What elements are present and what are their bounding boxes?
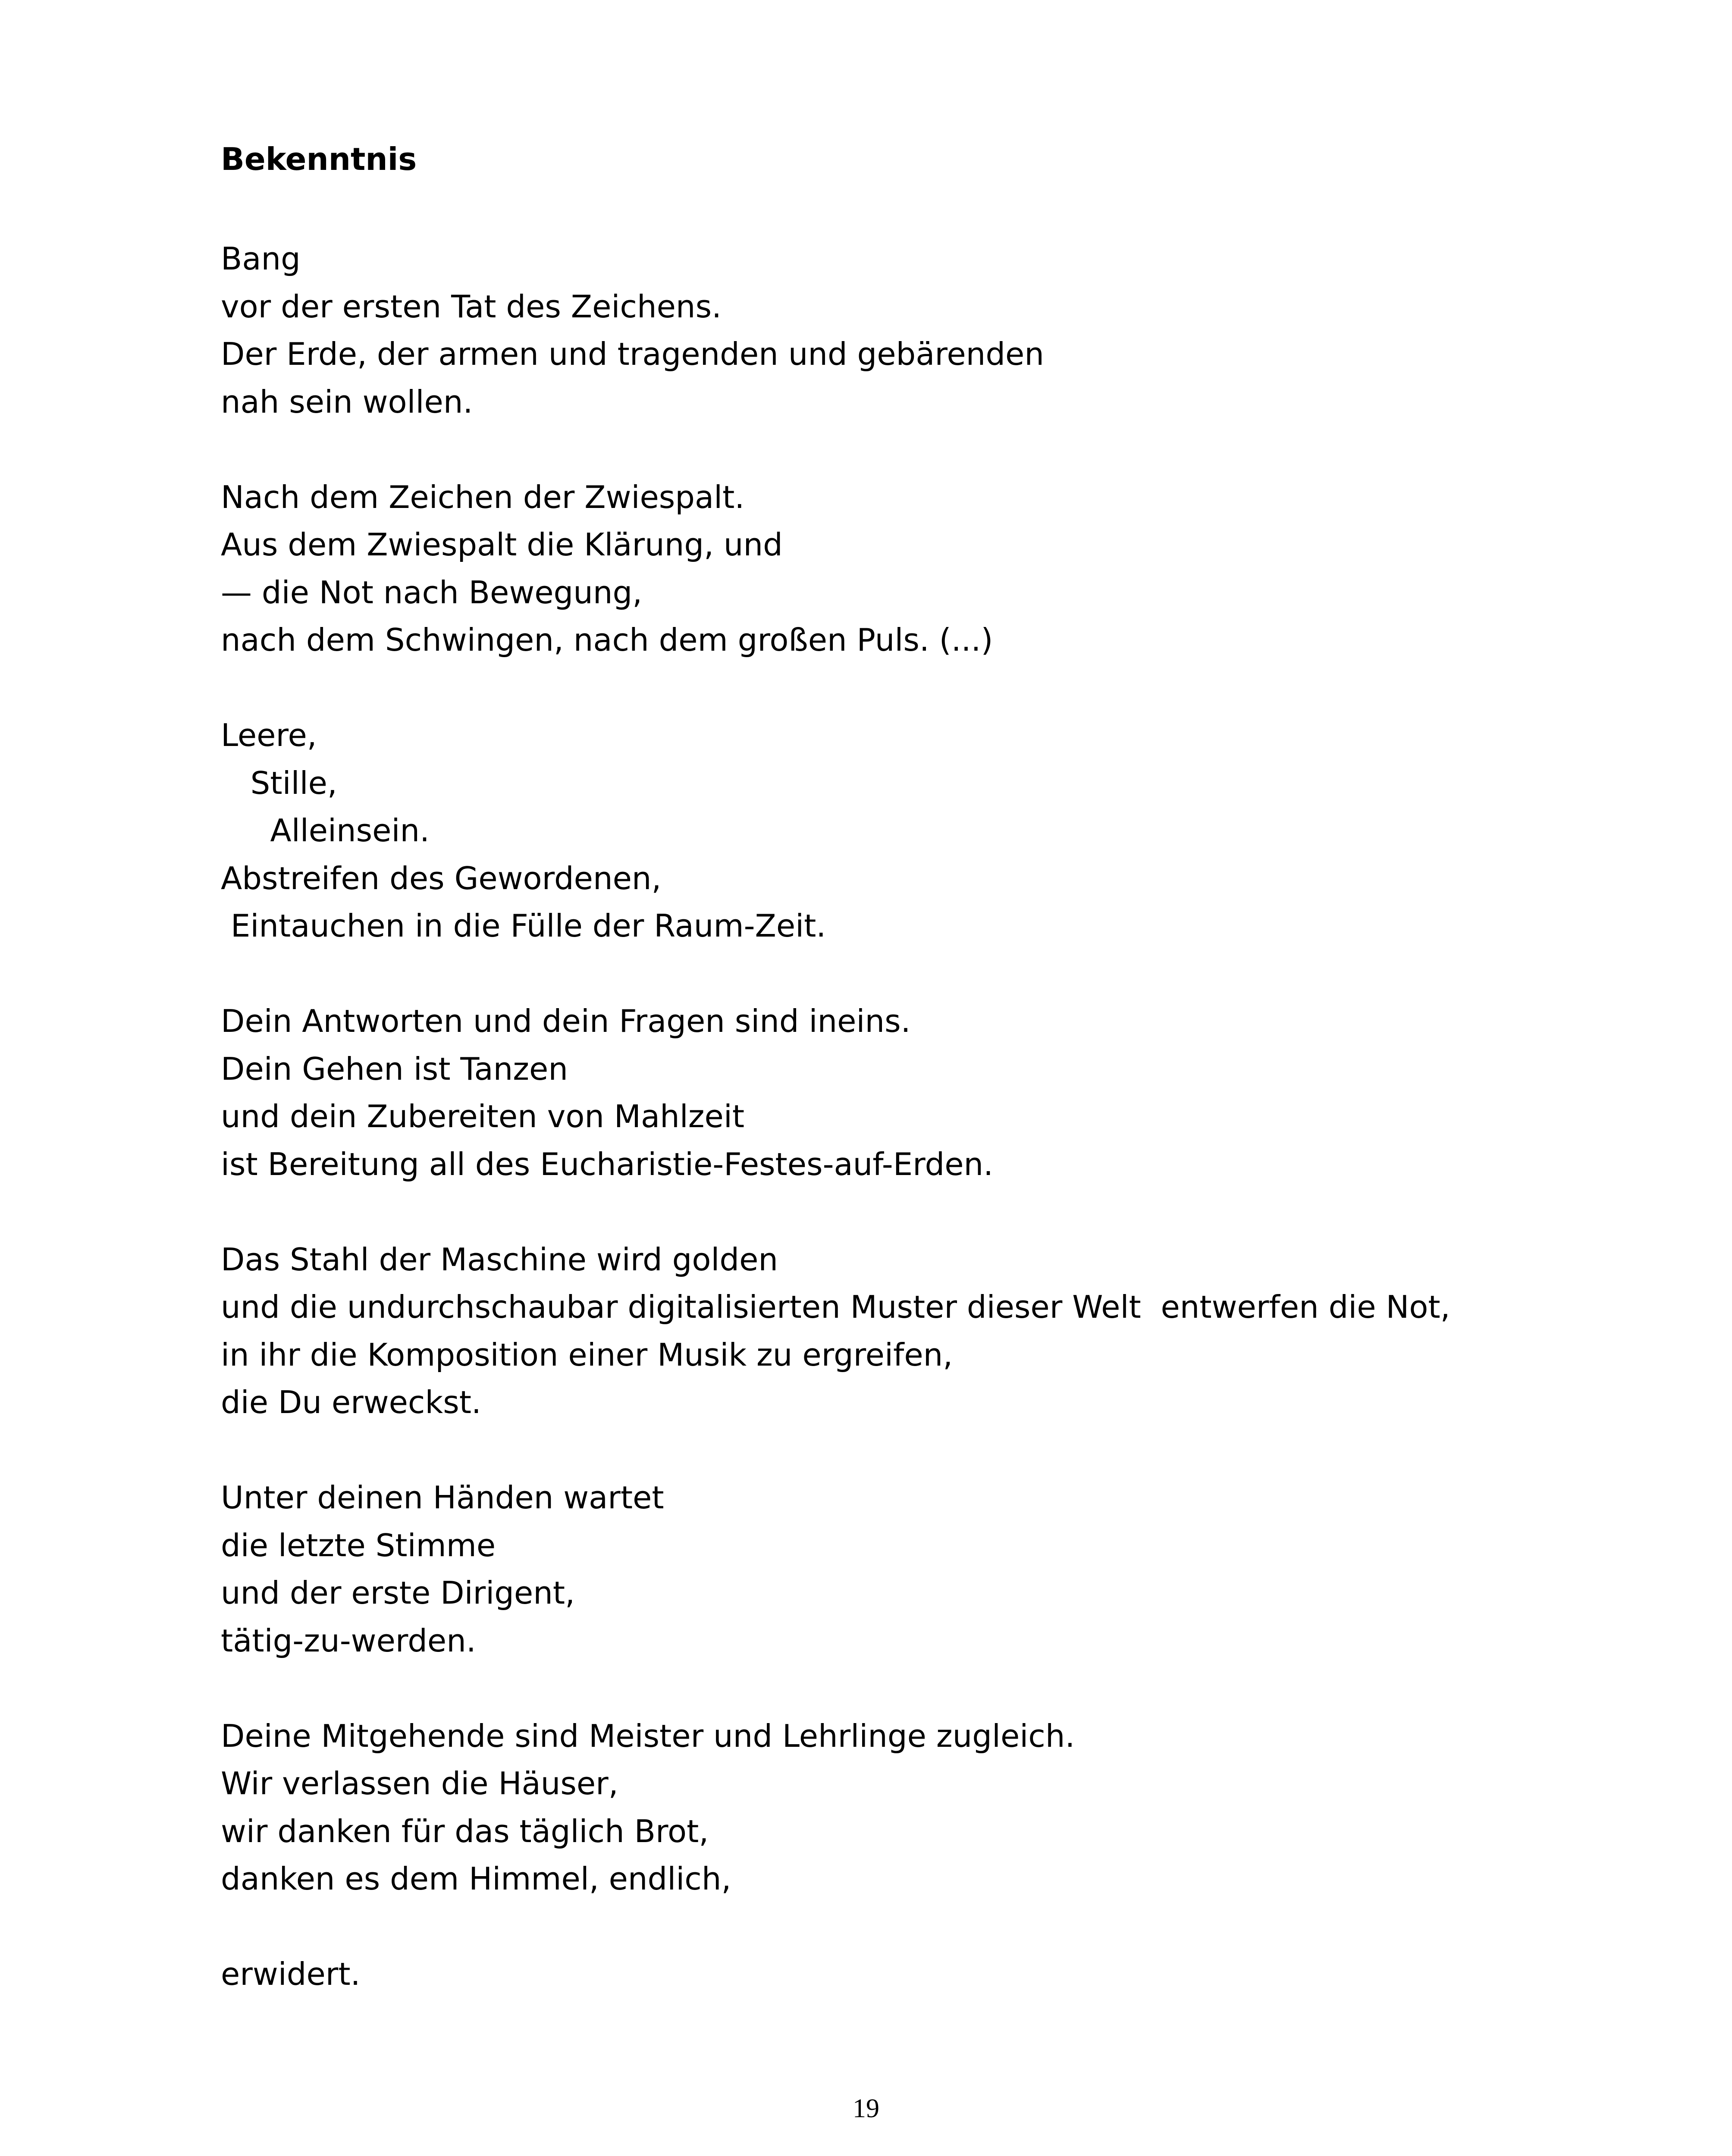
poem-line: Bang — [221, 241, 301, 277]
poem-line: Stille, — [221, 765, 337, 801]
poem-line: und dein Zubereiten von Mahlzeit — [221, 1098, 745, 1134]
poem-line: Abstreifen des Gewordenen, — [221, 860, 662, 896]
poem-line: Nach dem Zeichen der Zwiespalt. — [221, 479, 745, 515]
poem-line: erwidert. — [221, 1956, 361, 1992]
stanza — [221, 997, 1450, 1188]
poem-line: und der erste Dirigent, — [221, 1575, 575, 1611]
poem-line: und die undurchschaubar digitalisierten Muster dieser Welt entwerfen die Not, — [221, 1289, 1450, 1325]
poem-line: — die Not nach Bewegung, — [221, 574, 643, 611]
poem-line: Dein Antworten und dein Fragen sind ineins. — [221, 1003, 911, 1039]
poem-line: Der Erde, der armen und tragenden und gebärenden — [221, 336, 1044, 372]
poem-line: Das Stahl der Maschine wird golden — [221, 1241, 778, 1278]
poem-line: Dein Gehen ist Tanzen — [221, 1050, 568, 1087]
poem-line: in ihr die Komposition einer Musik zu ergreifen, — [221, 1336, 953, 1373]
stanza — [221, 1712, 1450, 1903]
poem-line: Aus dem Zwiespalt die Klärung, und — [221, 526, 783, 563]
poem-line: Unter deinen Händen wartet — [221, 1479, 664, 1516]
poem-line: vor der ersten Tat des Zeichens. — [221, 288, 722, 325]
poem-line: tätig-zu-werden. — [221, 1622, 476, 1659]
stanza — [221, 1474, 1450, 1664]
poem-line: Eintauchen in die Fülle der Raum-Zeit. — [221, 908, 826, 944]
poem-line: danken es dem Himmel, endlich, — [221, 1861, 731, 1897]
poem-line: Alleinsein. — [221, 812, 430, 849]
stanza — [221, 711, 1450, 950]
poem-line: die letzte Stimme — [221, 1527, 496, 1564]
poem-line: Deine Mitgehende sind Meister und Lehrlinge zugleich. — [221, 1717, 1075, 1754]
stanza — [221, 473, 1450, 664]
poem-title: Bekenntnis — [221, 141, 417, 177]
stanza — [221, 1950, 1450, 1998]
poem-line: Leere, — [221, 717, 317, 753]
poem-line: ist Bereitung all des Eucharistie-Festes-auf-Erden. — [221, 1146, 994, 1182]
poem-line: nah sein wollen. — [221, 383, 473, 420]
stanza — [221, 1236, 1450, 1426]
stanza — [221, 235, 1450, 426]
poem-line: wir danken für das täglich Brot, — [221, 1813, 709, 1849]
poem-line: nach dem Schwingen, nach dem großen Puls. (...) — [221, 622, 993, 658]
poem-line: die Du erweckst. — [221, 1384, 481, 1420]
page-number: 19 — [853, 2094, 879, 2123]
poem-line: Wir verlassen die Häuser, — [221, 1765, 618, 1802]
poem-body — [221, 235, 1450, 2046]
